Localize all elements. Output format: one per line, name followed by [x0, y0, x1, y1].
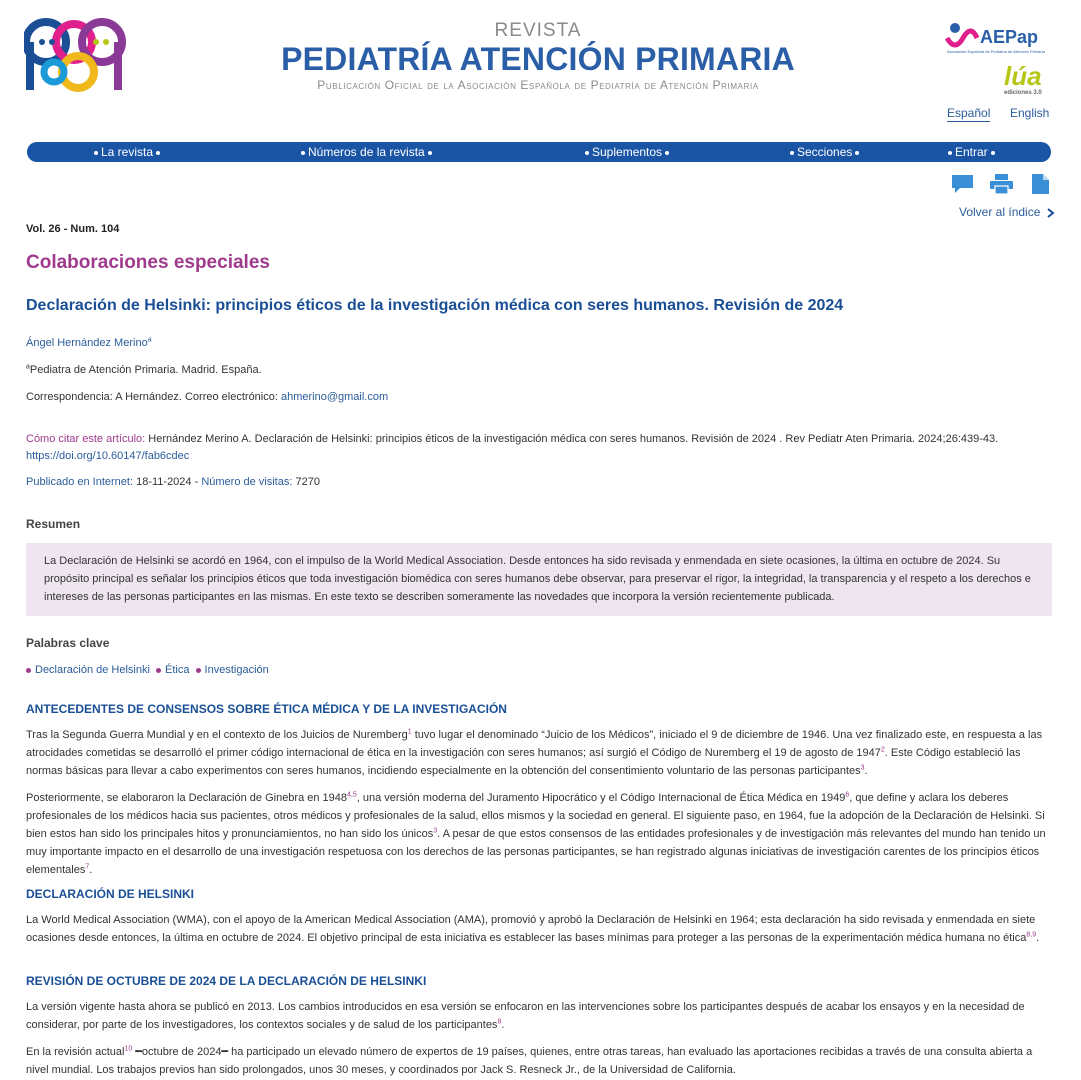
affiliation-text: Pediatra de Atención Primaria. Madrid. España. — [29, 364, 262, 376]
reference-marker[interactable]: 6 — [845, 791, 850, 799]
bullet-icon — [26, 668, 31, 673]
chevron-right-icon — [1047, 208, 1055, 218]
paragraph: La versión vigente hasta ahora se publicó en 2013. Los cambios introducidos en esa versión se enfocaron en las intervenciones sobre los participantes después de acabar los ensayos y en la necesidad de considerar, por parte de los investigadores, los contextos sociales y de salud de los participantes$^8$. — [26, 1001, 1025, 1031]
back-to-index-link[interactable] — [959, 205, 1055, 219]
nav-label: Suplementos — [592, 145, 663, 159]
section-heading-revision: REVISIÓN DE OCTUBRE DE 2024 DE LA DECLARACIÓN DE HELSINKI — [26, 974, 427, 988]
citation — [26, 431, 1052, 465]
language-spanish-link[interactable]: Español — [947, 106, 991, 120]
aepap-caption: Asociación Española de Pediatría de Atención Primaria — [947, 49, 1045, 54]
visits-count: 7270 — [292, 476, 320, 488]
aepap-wordmark: AEPap — [980, 27, 1039, 47]
site-header — [0, 0, 1081, 130]
journal-title-block — [278, 20, 798, 93]
visits-label: Número de visitas: — [201, 476, 293, 488]
citation-label: Cómo citar este artículo: — [26, 433, 149, 445]
reference-marker[interactable]: 4,5 — [347, 791, 357, 799]
bullet-icon — [196, 668, 201, 673]
nav-label: Secciones — [797, 145, 853, 159]
keyword-link[interactable]: Declaración de Helsinki — [35, 664, 150, 676]
correspondence — [26, 391, 388, 403]
nav-item-entrar[interactable] — [945, 144, 998, 160]
reference-marker[interactable]: 8,9 — [1026, 931, 1037, 939]
paragraph: En la revisión actual$^{10}$ ━octubre de 2024━ ha participado un elevado número de expertos de 19 países, quienes, entre otras tareas, han evaluado las aportaciones recibidas a través de una consulta abierta a nivel mundial. Los trabajos previos han sido prolongados, unos 30 meses, y coordinados por Jack S. Resneck Jr., de la Universidad de California. — [26, 1045, 1033, 1076]
nav-item-secciones[interactable] — [787, 144, 862, 160]
journal-subtitle: Publicación Oficial de la Asociación Española de Pediatría de Atención Primaria — [317, 78, 759, 92]
nav-label: Entrar — [955, 145, 988, 159]
lua-logo[interactable] — [1004, 63, 1052, 99]
section-heading-antecedentes: ANTECEDENTES DE CONSENSOS SOBRE ÉTICA MÉDICA Y DE LA INVESTIGACIÓN — [26, 702, 507, 716]
nav-item-numeros[interactable] — [298, 144, 435, 160]
bullet-icon — [156, 668, 161, 673]
correspondence-email-link[interactable]: ahmerino@gmail.com — [280, 391, 389, 403]
abstract-box: La Declaración de Helsinki se acordó en 1964, con el impulso de la World Medical Association. Desde entonces ha sido revisada y enmendada en siete ocasiones, la última en octubre de 2024. Su propósito principal es señalar los principios éticos que toda investigación biomédica con seres humanos debe observar, para preservar el rigor, la integridad, la transparencia y el respeto a los derechos e intereses de las personas participantes en las mismas. En este texto se describen someramente las novedades que incorpora la versión recientemente publicada. — [26, 543, 1052, 616]
doi-link[interactable]: https://doi.org/10.60147/fab6cdec — [26, 450, 190, 462]
volume-number: Vol. 26 - Num. 104 — [26, 223, 120, 235]
aepap-logo[interactable] — [945, 20, 1055, 58]
paragraph: Tras la Segunda Guerra Mundial y en el contexto de los Juicios de Nuremberg$^1$ tuvo lugar el denominado “Juicio de los Médicos”, iniciado el 9 de diciembre de 1946. Una vez finalizado este, en respuesta a las atrocidades cometidas se desarrolló el primer código internacional de ética en la investigación con seres humanos; así surgió el Código de Nuremberg el 19 de agosto de 1947$^2$. Este Código estableció las normas básicas para llevar a cabo experimentos con seres humanos, incidiendo especialmente en la obtención del consentimiento voluntario de las personas participantes$^3$. — [26, 728, 1043, 777]
language-english-link[interactable]: English — [1010, 106, 1050, 120]
reference-marker[interactable]: 2 — [880, 746, 885, 754]
lua-caption: ediciones 3.0 — [1004, 90, 1042, 96]
affiliation-marker: a — [26, 363, 30, 371]
published-label: Publicado en Internet: — [26, 476, 134, 488]
nav-label: La revista — [101, 145, 154, 159]
keyword-link[interactable]: Ética — [165, 664, 190, 676]
reference-marker[interactable]: 8 — [497, 1018, 502, 1026]
author-line — [26, 337, 152, 349]
keywords-heading: Palabras clave — [26, 636, 110, 650]
nav-item-la-revista[interactable] — [91, 144, 163, 160]
reference-marker[interactable]: 1 — [407, 728, 412, 736]
main-nav — [27, 142, 1051, 162]
article-title: Declaración de Helsinki: principios éticos de la investigación médica con seres humanos. Revisión de 2024 — [26, 297, 844, 314]
lua-wordmark: lúa — [1004, 61, 1042, 91]
reference-marker[interactable]: 10 — [124, 1045, 133, 1053]
publication-info — [26, 476, 320, 488]
reference-marker[interactable]: 3 — [433, 827, 438, 835]
published-date: 18-11-2024 - — [133, 476, 202, 488]
comment-icon[interactable] — [951, 174, 974, 194]
print-icon[interactable] — [990, 174, 1013, 194]
pdf-document-icon[interactable] — [1032, 174, 1049, 194]
keyword-link[interactable]: Investigación — [204, 664, 269, 676]
pap-logo[interactable] — [24, 16, 128, 96]
journal-revista-label: REVISTA — [494, 20, 582, 41]
resumen-heading: Resumen — [26, 517, 81, 531]
nav-item-suplementos[interactable] — [582, 144, 672, 160]
journal-title[interactable]: PEDIATRÍA ATENCIÓN PRIMARIA — [281, 41, 795, 77]
reference-marker[interactable]: 3 — [860, 764, 865, 772]
paragraph: Posteriormente, se elaboraron la Declaración de Ginebra en 1948$^{4,5}$, una versión moderna del Juramento Hipocrático y el Código Internacional de Ética Médica en 1949$^6$, que define y aclara los deberes profesionales de los médicos hacia sus pacientes, otros médicos y profesionales de la salud, ellos mismos y la sociedad en general. El siguiente paso, en 1964, fue la adopción de la Declaración de Helsinki. Si bien estos han sido los principales hitos y pronunciamientos, no han sido los únicos$^3$. A pesar de que estos consensos de las entidades profesionales y de investigación más relevantes del mundo han tenido un muy importante impacto en el desarrollo de una investigación respetuosa con los derechos de las personas participantes, se han registrado algunas iniciativas de investigación carentes de los principios éticos elementales$^7$. — [26, 791, 1046, 876]
correspondence-label: Correspondencia: A Hernández. Correo electrónico: — [26, 391, 281, 403]
reference-marker[interactable]: 7 — [85, 863, 90, 871]
back-to-index-label: Volver al índice — [959, 205, 1041, 219]
paragraph: La World Medical Association (WMA), con el apoyo de la American Medical Association (AMA), promovió y aprobó la Declaración de Helsinki en 1964; esta declaración ha sido revisada y enmendada en siete ocasiones desde entonces, la última en octubre de 2024. El objetivo principal de esta iniciativa es establecer las bases mínimas para proteger a las personas de la experimentación médica humana no ética$^{8,9}$. — [26, 914, 1040, 944]
nav-label: Números de la revista — [308, 145, 425, 159]
keywords-list — [26, 664, 272, 676]
affiliation — [26, 364, 262, 376]
aepap-figure-icon — [945, 22, 979, 52]
section-heading-declaracion: DECLARACIÓN DE HELSINKI — [26, 887, 195, 901]
citation-text: Hernández Merino A. Declaración de Helsinki: principios éticos de la investigación médica con seres humanos. Revisión de 2024 . Rev Pediatr Aten Primaria. 2024;26:439-43. — [148, 433, 999, 445]
article-section: Colaboraciones especiales — [26, 252, 270, 273]
author-affiliation-marker: a — [147, 336, 152, 344]
author-link[interactable]: Ángel Hernández Merino — [26, 337, 148, 349]
